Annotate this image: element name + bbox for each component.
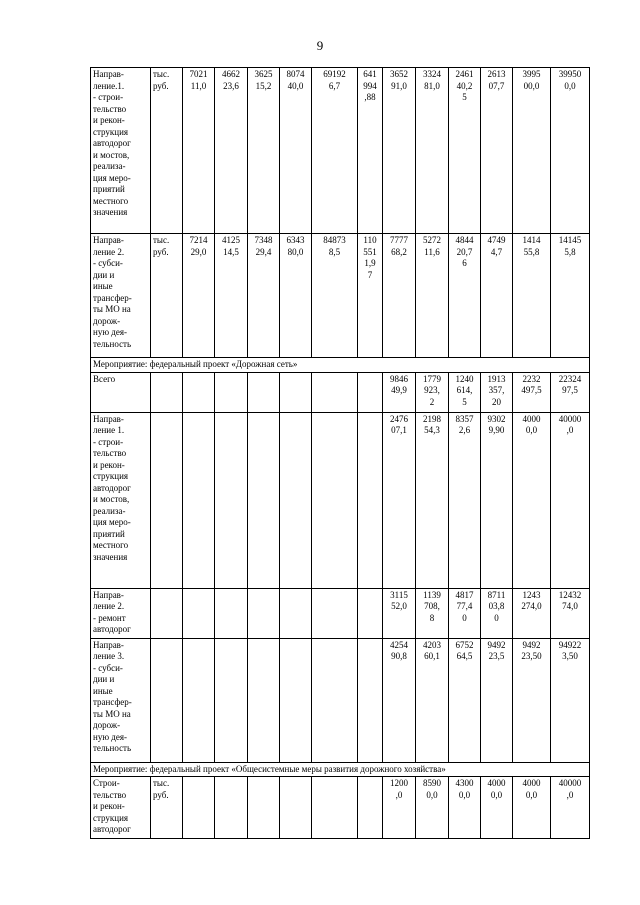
value-cell xyxy=(248,588,280,638)
row-unit: тыс. руб. xyxy=(151,777,183,839)
value-cell: 4662 23,6 xyxy=(215,68,248,234)
value-cell: 22324 97,5 xyxy=(551,372,590,412)
value-cell: 12432 74,0 xyxy=(551,588,590,638)
row-unit xyxy=(151,638,183,762)
value-cell xyxy=(183,777,215,839)
value-cell: 8357 2,6 xyxy=(449,412,481,588)
row-unit: тыс. руб. xyxy=(151,68,183,234)
value-cell: 1913 357, 20 xyxy=(481,372,513,412)
value-cell xyxy=(183,412,215,588)
table-row xyxy=(91,412,590,588)
value-cell: 4844 20,7 6 xyxy=(449,234,481,358)
value-cell xyxy=(280,777,312,839)
value-cell: 4000 0,0 xyxy=(513,777,551,839)
value-cell: 5272 11,6 xyxy=(416,234,449,358)
row-name: Направ- ление 2. - ремонт автодорог xyxy=(91,588,151,638)
row-name: Направ- ление 2. - субси- дии и иные трансфер- ты МО на дорож- ную дея- тельность xyxy=(91,234,151,358)
value-cell: 8074 40,0 xyxy=(280,68,312,234)
value-cell: 4300 0,0 xyxy=(449,777,481,839)
value-cell: 4749 4,7 xyxy=(481,234,513,358)
value-cell: 6343 80,0 xyxy=(280,234,312,358)
table-row xyxy=(91,372,590,412)
value-cell xyxy=(215,412,248,588)
value-cell xyxy=(358,777,383,839)
value-cell: 3652 91,0 xyxy=(383,68,416,234)
budget-table xyxy=(90,67,590,839)
value-cell: 9492 23,50 xyxy=(513,638,551,762)
section-row xyxy=(91,358,590,373)
value-cell: 7348 29,4 xyxy=(248,234,280,358)
row-unit: тыс. руб. xyxy=(151,234,183,358)
value-cell xyxy=(215,372,248,412)
value-cell: 9302 9,90 xyxy=(481,412,513,588)
table-row xyxy=(91,234,590,358)
table-body xyxy=(91,68,590,839)
row-name: Строи- тельство и рекон- струкция автодорог xyxy=(91,777,151,839)
row-name: Всего xyxy=(91,372,151,412)
value-cell: 110 551 1,9 7 xyxy=(358,234,383,358)
value-cell: 1243 274,0 xyxy=(513,588,551,638)
value-cell: 3324 81,0 xyxy=(416,68,449,234)
value-cell xyxy=(280,638,312,762)
value-cell: 69192 6,7 xyxy=(312,68,358,234)
value-cell xyxy=(312,588,358,638)
row-unit xyxy=(151,372,183,412)
value-cell xyxy=(280,588,312,638)
table-row xyxy=(91,777,590,839)
value-cell: 3115 52,0 xyxy=(383,588,416,638)
value-cell xyxy=(183,372,215,412)
value-cell: 40000 ,0 xyxy=(551,412,590,588)
value-cell: 1200 ,0 xyxy=(383,777,416,839)
value-cell: 94922 3,50 xyxy=(551,638,590,762)
page-number: 9 xyxy=(316,38,324,53)
value-cell: 1414 55,8 xyxy=(513,234,551,358)
row-unit xyxy=(151,588,183,638)
value-cell: 4203 60,1 xyxy=(416,638,449,762)
value-cell: 8711 03,8 0 xyxy=(481,588,513,638)
value-cell xyxy=(215,638,248,762)
value-cell xyxy=(358,588,383,638)
value-cell: 7777 68,2 xyxy=(383,234,416,358)
value-cell: 4125 14,5 xyxy=(215,234,248,358)
value-cell: 3625 15,2 xyxy=(248,68,280,234)
value-cell: 40000 ,0 xyxy=(551,777,590,839)
value-cell: 2461 40,2 5 xyxy=(449,68,481,234)
value-cell xyxy=(248,412,280,588)
value-cell xyxy=(280,372,312,412)
value-cell xyxy=(280,412,312,588)
value-cell: 641 994 ,88 xyxy=(358,68,383,234)
value-cell: 6752 64,5 xyxy=(449,638,481,762)
row-name: Направ- ление 3. - субси- дии и иные трансфер- ты МО на дорож- ную дея- тельность xyxy=(91,638,151,762)
value-cell: 1240 614, 5 xyxy=(449,372,481,412)
value-cell xyxy=(183,638,215,762)
value-cell: 1779 923, 2 xyxy=(416,372,449,412)
table-row xyxy=(91,588,590,638)
value-cell: 2613 07,7 xyxy=(481,68,513,234)
section-row xyxy=(91,762,590,777)
value-cell xyxy=(248,372,280,412)
value-cell xyxy=(312,638,358,762)
value-cell xyxy=(312,412,358,588)
value-cell xyxy=(183,588,215,638)
value-cell: 3995 00,0 xyxy=(513,68,551,234)
value-cell: 4817 77,4 0 xyxy=(449,588,481,638)
value-cell: 84873 8,5 xyxy=(312,234,358,358)
table-row xyxy=(91,638,590,762)
value-cell: 7021 11,0 xyxy=(183,68,215,234)
value-cell: 4000 0,0 xyxy=(481,777,513,839)
section-title: Мероприятие: федеральный проект «Дорожная сеть» xyxy=(91,358,590,373)
section-title: Мероприятие: федеральный проект «Общесистемные меры развития дорожного хозяйства» xyxy=(91,762,590,777)
value-cell xyxy=(358,372,383,412)
value-cell xyxy=(358,412,383,588)
value-cell xyxy=(248,638,280,762)
value-cell: 9492 23,5 xyxy=(481,638,513,762)
row-name: Направ- ление 1. - строи- тельство и рекон- струкция автодорог и мостов, реализа- ция меро- приятий местного значения xyxy=(91,412,151,588)
value-cell: 1139 708, 8 xyxy=(416,588,449,638)
value-cell xyxy=(312,777,358,839)
row-name: Направ- ление.1. - строи- тельство и рекон- струкция автодорог и мостов, реализа- ция меро- приятий местного значения xyxy=(91,68,151,234)
value-cell: 4000 0,0 xyxy=(513,412,551,588)
value-cell: 2476 07,1 xyxy=(383,412,416,588)
value-cell: 14145 5,8 xyxy=(551,234,590,358)
value-cell: 4254 90,8 xyxy=(383,638,416,762)
value-cell: 2232 497,5 xyxy=(513,372,551,412)
row-unit xyxy=(151,412,183,588)
value-cell: 9846 49,9 xyxy=(383,372,416,412)
value-cell: 39950 0,0 xyxy=(551,68,590,234)
value-cell xyxy=(215,588,248,638)
table-row xyxy=(91,68,590,234)
value-cell xyxy=(312,372,358,412)
value-cell xyxy=(215,777,248,839)
value-cell: 2198 54,3 xyxy=(416,412,449,588)
value-cell xyxy=(358,638,383,762)
value-cell: 7214 29,0 xyxy=(183,234,215,358)
value-cell: 8590 0,0 xyxy=(416,777,449,839)
value-cell xyxy=(248,777,280,839)
